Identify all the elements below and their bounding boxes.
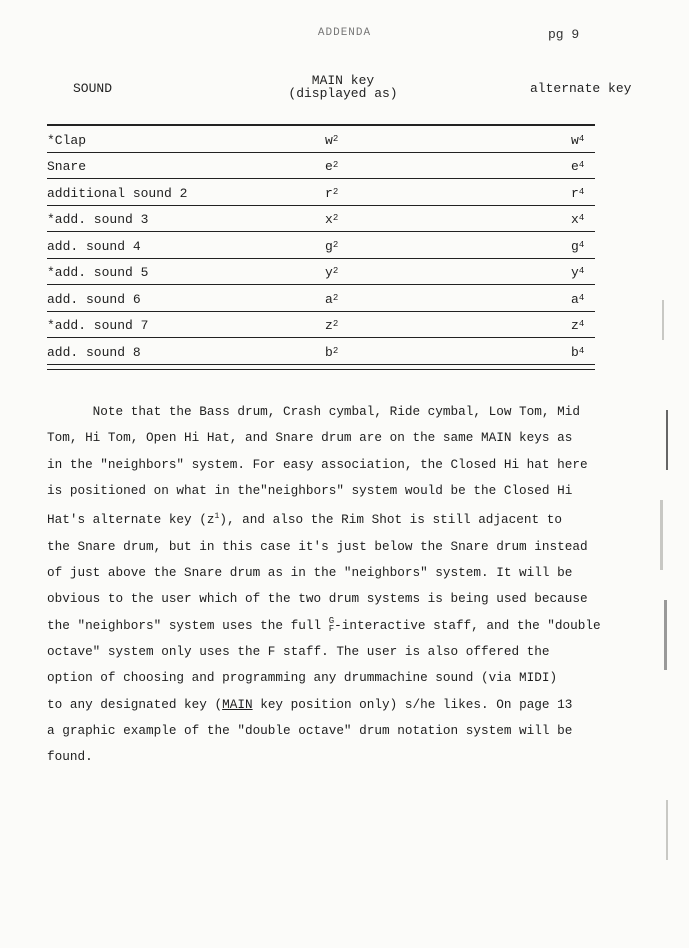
alternate-key: $z^4$ [571, 318, 585, 333]
main-key: $y^2$ [325, 265, 339, 280]
paragraph-line: Note that the Bass drum, Crash cymbal, Ride cymbal, Low Tom, Mid [47, 404, 580, 419]
table-row [47, 179, 595, 206]
alternate-key: $r^4$ [571, 185, 585, 201]
paragraph-line: obvious to the user which of the two drum systems is being used because [47, 591, 588, 607]
sound-name: *add. sound 3 [47, 212, 149, 227]
main-key: $e^2$ [325, 159, 339, 174]
key-table [47, 124, 595, 370]
paragraph-line: Tom, Hi Tom, Open Hi Hat, and Snare drum are on the same MAIN keys as [47, 430, 573, 446]
sound-name: additional sound 2 [47, 185, 188, 201]
scan-speckle [666, 800, 668, 860]
paragraph-line: a graphic example of the "double octave" drum notation system will be [47, 722, 573, 738]
paragraph-line: option of choosing and programming any drummachine sound (via MIDI) [47, 670, 558, 686]
paragraph-line: of just above the Snare drum as in the "neighbors" system. It will be [47, 565, 573, 581]
sound-name: *add. sound 7 [47, 318, 149, 333]
scan-speckle [660, 500, 663, 570]
table-row [47, 126, 595, 153]
main-key: $b^2$ [325, 344, 339, 360]
paragraph-line: the "neighbors" system uses the full G F -interactive staff, and the "double [47, 616, 601, 635]
body-paragraph [47, 399, 647, 770]
gf-staff-symbol: G F [328, 616, 335, 635]
paragraph-line: the Snare drum, but in this case it's just below the Snare drum instead [47, 538, 588, 554]
scan-speckle [662, 300, 664, 340]
alternate-key: $x^4$ [571, 212, 585, 227]
table-row [47, 259, 595, 286]
sound-name: add. sound 6 [47, 291, 141, 307]
sound-name: *Clap [47, 132, 87, 148]
paragraph-line: octave" system only uses the F staff. The user is also offered the [47, 643, 550, 659]
main-key: $r^2$ [325, 185, 339, 201]
sound-name: add. sound 4 [47, 238, 141, 254]
main-key: $a^2$ [325, 291, 339, 307]
main-key: $w^2$ [325, 132, 339, 148]
column-header-alternate-key: alternate key [530, 81, 632, 96]
alternate-key: $w^4$ [571, 132, 585, 148]
alternate-key: $y^4$ [571, 265, 585, 280]
scan-speckle [664, 600, 667, 670]
alternate-key: $g^4$ [571, 238, 585, 254]
table-row [47, 338, 595, 365]
paragraph-line: Hat's alternate key $(z^1)$, and also the Rim Shot is still adjacent to [47, 512, 562, 528]
column-header-main-key-line1: MAIN key [311, 73, 375, 88]
table-row [47, 312, 595, 339]
alternate-key: $b^4$ [571, 344, 585, 360]
table-bottom-rule [47, 369, 595, 370]
paragraph-line: to any designated key (MAIN key position only) s/he likes. On page 13 [47, 696, 573, 712]
scan-speckle [666, 410, 668, 470]
main-key: $g^2$ [325, 238, 339, 254]
column-header-main-key-line2: (displayed as) [288, 86, 398, 101]
paragraph-line: found. [47, 749, 93, 765]
sound-name: add. sound 8 [47, 344, 141, 360]
table-row [47, 153, 595, 180]
paragraph-line: is positioned on what in the"neighbors" system would be the Closed Hi [47, 482, 573, 498]
column-header-sound: SOUND [73, 81, 113, 96]
main-key: $z^2$ [325, 318, 339, 333]
sound-name: *add. sound 5 [47, 265, 149, 280]
table-row [47, 206, 595, 233]
alternate-key: $e^4$ [571, 159, 585, 174]
page-number: pg 9 [548, 27, 580, 42]
header-title: ADDENDA [317, 27, 372, 39]
main-key: $x^2$ [325, 212, 339, 227]
column-header-main-key [284, 74, 402, 100]
sound-name: Snare [47, 159, 87, 174]
alternate-key: $a^4$ [571, 291, 585, 307]
paragraph-line: in the "neighbors" system. For easy association, the Closed Hi hat here [47, 456, 588, 472]
table-row [47, 285, 595, 312]
table-row [47, 232, 595, 259]
